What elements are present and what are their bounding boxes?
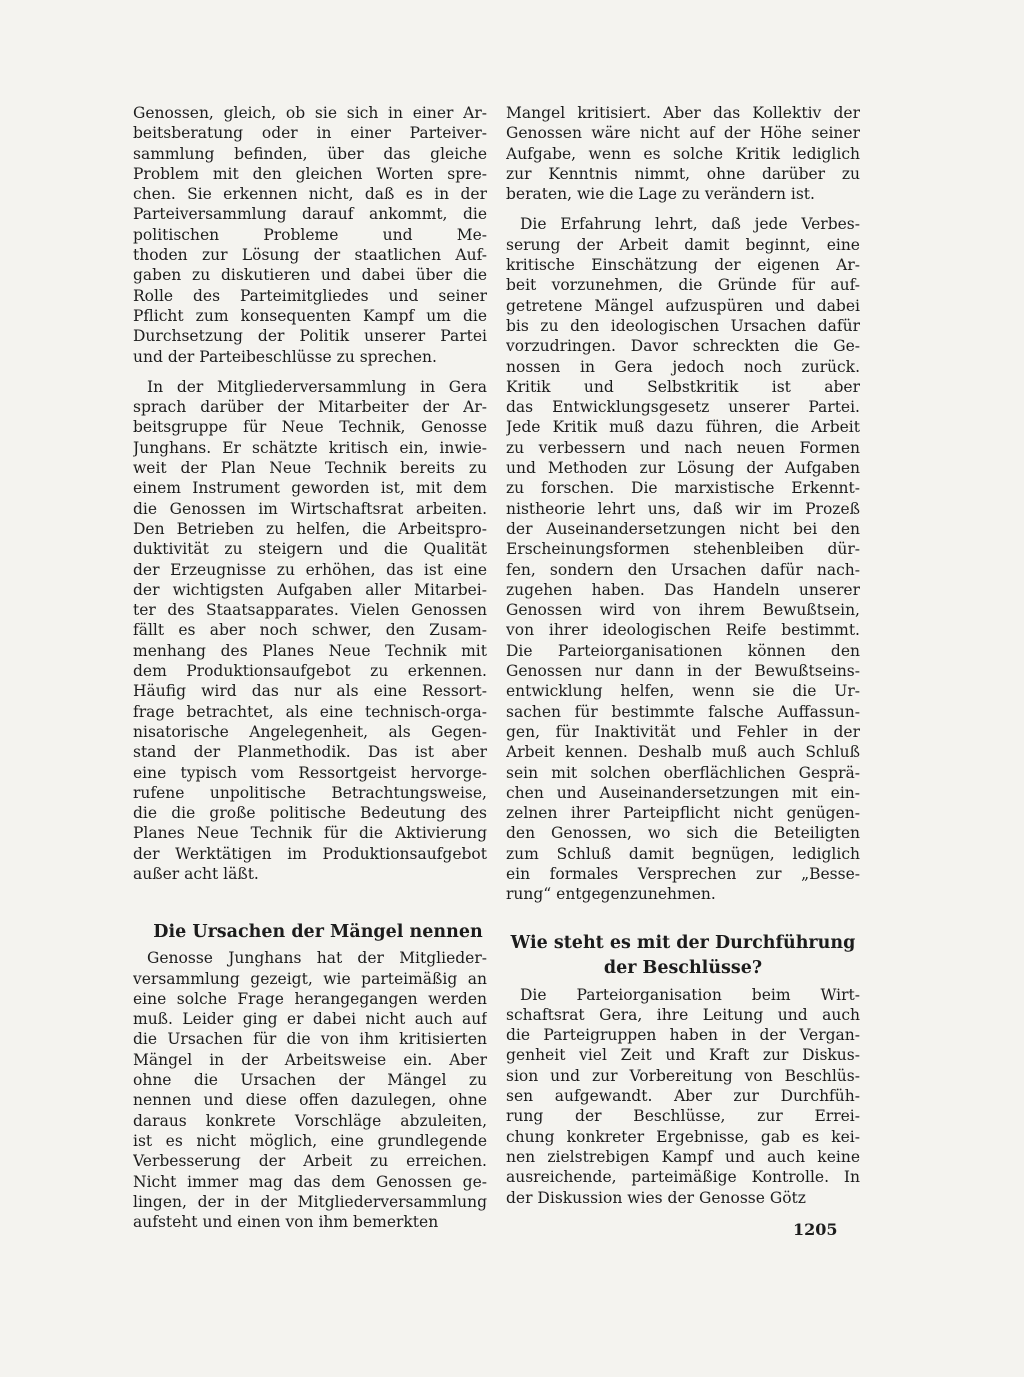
section-heading-causes: Die Ursachen der Mängel nennen	[153, 922, 483, 943]
text-line: sammlung befinden, über das gleiche	[133, 144, 487, 163]
text-line: außer acht läßt.	[133, 864, 259, 883]
text-line: die Parteigruppen haben in der Vergan-	[506, 1026, 860, 1045]
text-line: eine typisch vom Ressortgeist hervorge-	[133, 763, 487, 782]
text-line: zugehen haben. Das Handeln unserer	[506, 580, 860, 599]
text-line: zelnen ihrer Parteipflicht nicht genügen-	[506, 804, 860, 823]
text-line: Genossen wäre nicht auf der Höhe seiner	[506, 124, 860, 143]
text-line: Mängel in der Arbeitsweise ein. Aber	[133, 1050, 487, 1069]
text-line: zur Kenntnis nimmt, ohne darüber zu	[506, 164, 860, 183]
text-line: die Genossen im Wirtschaftsrat arbeiten.	[133, 499, 487, 518]
text-line: sion und zur Vorbereitung von Beschlüs-	[506, 1066, 860, 1085]
text-line: Verbesserung der Arbeit zu erreichen.	[133, 1152, 487, 1171]
text-line: kritische Einschätzung der eigenen Ar-	[506, 256, 860, 275]
text-line: rufene unpolitische Betrachtungsweise,	[133, 783, 487, 802]
text-line: Junghans. Er schätzte kritisch ein, inwie-	[133, 438, 487, 457]
text-line: daraus konkrete Vorschläge abzuleiten,	[133, 1111, 487, 1130]
paragraph-4	[506, 103, 860, 204]
text-line: einem Instrument geworden ist, mit dem	[133, 479, 487, 498]
text-line: thoden zur Lösung der staatlichen Auf-	[133, 246, 487, 265]
text-line: ausreichende, parteimäßige Kontrolle. In	[506, 1168, 860, 1187]
text-line: der Erzeugnisse zu erhöhen, das ist eine	[133, 560, 487, 579]
text-line: gaben zu diskutieren und dabei über die	[133, 266, 487, 285]
text-line: Die Parteiorganisationen können den	[506, 641, 860, 660]
text-line: von ihrer ideologischen Reife bestimmt.	[506, 621, 860, 640]
text-line: und der Parteibeschlüsse zu sprechen.	[133, 347, 437, 366]
text-line: zu verbessern und nach neuen Formen	[506, 438, 860, 457]
text-line: Durchsetzung der Politik unserer Partei	[133, 327, 487, 346]
text-line: schaftsrat Gera, ihre Leitung und auch	[506, 1005, 860, 1024]
text-line: versammlung gezeigt, wie parteimäßig an	[133, 969, 487, 988]
text-line: sprach darüber der Mitarbeiter der Ar-	[133, 398, 487, 417]
text-line: beitsgruppe für Neue Technik, Genosse	[133, 418, 487, 437]
text-line: fen, sondern den Ursachen dafür nach-	[506, 560, 860, 579]
right-column	[506, 103, 860, 1208]
text-line: der Diskussion wies der Genosse Götz	[506, 1188, 806, 1207]
text-line: eine solche Frage herangegangen werden	[133, 989, 487, 1008]
text-line: Mangel kritisiert. Aber das Kollektiv der	[506, 104, 860, 122]
text-line: getretene Mängel aufzuspüren und dabei	[506, 296, 860, 315]
text-line: weit der Plan Neue Technik bereits zu	[133, 459, 487, 478]
text-line: Kritik und Selbstkritik ist aber	[506, 377, 860, 396]
text-line: sachen für bestimmte falsche Auffassun-	[506, 702, 860, 721]
text-line: politischen Probleme und Me-	[133, 225, 487, 244]
text-line: ter des Staatsapparates. Vielen Genossen	[133, 601, 487, 620]
text-line: zu forschen. Die marxistische Erkennt-	[506, 479, 860, 498]
text-line: der wichtigsten Aufgaben aller Mitarbei-	[133, 580, 487, 599]
text-line: Jede Kritik muß dazu führen, die Arbeit	[506, 418, 860, 437]
text-line: Die Erfahrung lehrt, daß jede Verbes-	[520, 215, 860, 234]
text-line: bis zu den ideologischen Ursachen dafür	[506, 316, 860, 335]
text-line: nossen in Gera jedoch noch zurück.	[506, 357, 860, 376]
text-line: Planes Neue Technik für die Aktivierung	[133, 824, 487, 843]
paragraph-5	[506, 214, 860, 904]
text-line: nennen und diese offen dazulegen, ohne	[133, 1091, 487, 1110]
left-column	[133, 103, 487, 1232]
text-line: menhang des Planes Neue Technik mit	[133, 641, 487, 660]
paragraph-3	[133, 948, 487, 1232]
text-line: Arbeit kennen. Deshalb muß auch Schluß	[506, 743, 860, 762]
text-line: Aufgabe, wenn es solche Kritik lediglich	[506, 144, 860, 163]
text-line: Genossen nur dann in der Bewußtseins-	[506, 662, 860, 681]
text-line: lingen, der in der Mitgliederversammlung	[133, 1192, 487, 1211]
section-heading-implementation-line1: Wie steht es mit der Durchführung	[510, 932, 856, 953]
text-line: Häufig wird das nur als eine Ressort-	[133, 682, 487, 701]
text-line: chen und Auseinandersetzungen mit ein-	[506, 783, 860, 802]
text-line: Genossen wird von ihrem Bewußtsein,	[506, 601, 860, 620]
paragraph-1	[133, 103, 487, 367]
text-line: Problem mit den gleichen Worten spre-	[133, 164, 487, 183]
text-line: Erscheinungsformen stehenbleiben dür-	[506, 540, 860, 559]
paragraph-2	[133, 377, 487, 884]
text-line: rung der Beschlüsse, zur Errei-	[506, 1107, 860, 1126]
text-line: stand der Planmethodik. Das ist aber	[133, 743, 487, 762]
text-line: gen, für Inaktivität und Fehler in der	[506, 722, 860, 741]
text-line: die Ursachen für die von ihm kritisierten	[133, 1030, 487, 1049]
text-line: rung“ entgegenzunehmen.	[506, 885, 716, 904]
text-line: fällt es aber noch schwer, den Zusam-	[133, 621, 487, 640]
text-line: Genossen, gleich, ob sie sich in einer Ar-	[133, 104, 487, 122]
text-line: frage betrachtet, als eine technisch-orga-	[133, 702, 487, 721]
section-heading-implementation-line2: der Beschlüsse?	[603, 957, 763, 978]
text-line: genheit viel Zeit und Kraft zur Diskus-	[506, 1046, 860, 1065]
text-line: serung der Arbeit damit beginnt, eine	[506, 235, 860, 254]
text-line: beitsberatung oder in einer Parteiver-	[133, 124, 487, 143]
text-line: beit vorzunehmen, die Gründe für auf-	[506, 276, 860, 295]
text-line: nisatorische Angelegenheit, als Gegen-	[133, 722, 487, 741]
text-line: Pflicht zum konsequenten Kampf um die	[133, 306, 487, 325]
text-line: muß. Leider ging er dabei nicht auch auf	[133, 1010, 487, 1029]
text-line: chen. Sie erkennen nicht, daß es in der	[133, 185, 487, 204]
text-line: vorzudringen. Davor schreckten die Ge-	[506, 337, 860, 356]
text-line: das Entwicklungsgesetz unserer Partei.	[506, 398, 860, 417]
text-line: duktivität zu steigern und die Qualität	[133, 540, 487, 559]
text-line: die die große politische Bedeutung des	[133, 804, 487, 823]
text-line: zum Schluß damit begnügen, lediglich	[506, 844, 860, 863]
text-line: der Werktätigen im Produktionsaufgebot	[133, 844, 487, 863]
text-line: aufsteht und einen von ihm bemerkten	[133, 1213, 439, 1232]
text-line: nen zielstrebigen Kampf und auch keine	[506, 1147, 860, 1166]
text-line: Die Parteiorganisation beim Wirt-	[520, 985, 860, 1004]
text-line: sen aufgewandt. Aber zur Durchfüh-	[506, 1087, 860, 1106]
text-line: ist es nicht möglich, eine grundlegende	[133, 1131, 487, 1150]
text-line: dem Produktionsaufgebot zu erkennen.	[133, 662, 487, 681]
text-line: nistheorie lehrt uns, daß wir im Prozeß	[506, 499, 860, 518]
text-line: ein formales Versprechen zur „Besse-	[506, 864, 860, 883]
paragraph-6	[506, 985, 860, 1208]
text-line: beraten, wie die Lage zu verändern ist.	[506, 185, 815, 204]
text-line: den Genossen, wo sich die Beteiligten	[506, 824, 860, 843]
text-line: Den Betrieben zu helfen, die Arbeitspro-	[133, 519, 487, 538]
text-line: Genosse Junghans hat der Mitglieder-	[147, 949, 487, 968]
text-line: Rolle des Parteimitgliedes und seiner	[133, 286, 487, 305]
text-line: der Auseinandersetzungen nicht bei den	[506, 519, 860, 538]
text-line: und Methoden zur Lösung der Aufgaben	[506, 459, 860, 478]
text-line: entwicklung helfen, wenn sie die Ur-	[506, 682, 860, 701]
text-line: ohne die Ursachen der Mängel zu	[133, 1071, 487, 1090]
text-line: Nicht immer mag das dem Genossen ge-	[133, 1172, 487, 1191]
text-line: chung konkreter Ergebnisse, gab es kei-	[506, 1127, 860, 1146]
text-line: sein mit solchen oberflächlichen Gesprä-	[506, 763, 860, 782]
text-line: Parteiversammlung darauf ankommt, die	[133, 205, 487, 224]
text-line: In der Mitgliederversammlung in Gera	[147, 377, 487, 396]
page-number: 1205	[793, 1220, 838, 1239]
